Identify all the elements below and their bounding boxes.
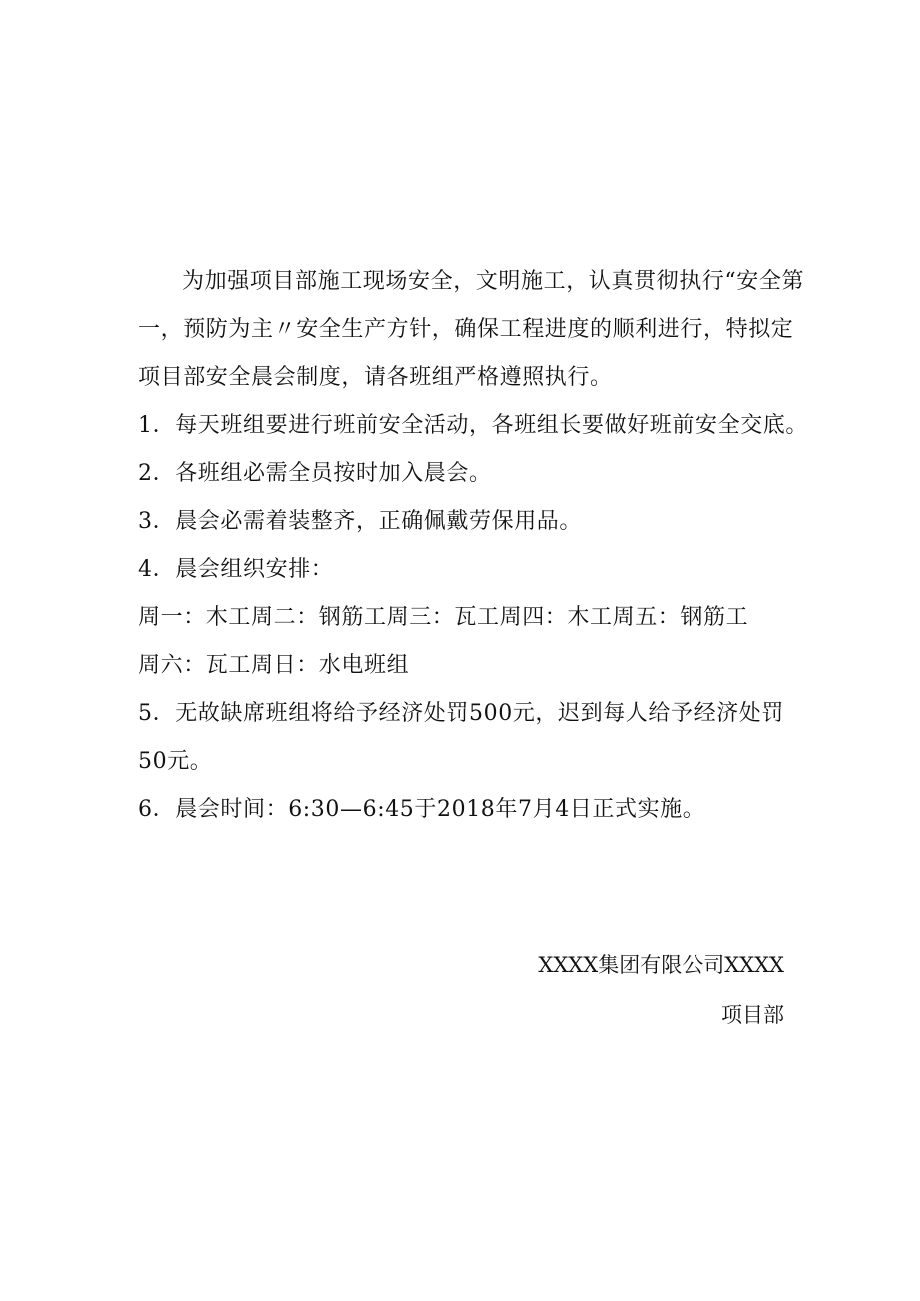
rule-item-6: 6．晨会时间：6:30—6:45于2018年7月4日正式实施。 <box>138 797 706 822</box>
schedule-line-1: 周一：木工周二：钢筋工周三：瓦工周四：木工周五：钢筋工 <box>138 605 749 630</box>
rule-item-1: 1．每天班组要进行班前安全活动，各班组长要做好班前安全交底。 <box>138 413 808 438</box>
signature-block <box>538 940 784 1040</box>
rule-item-4: 4．晨会组织安排： <box>138 557 334 582</box>
rule-item-5: 5．无故缺席班组将给予经济处罚500元，迟到每人给予经济处罚50元。 <box>138 701 784 774</box>
document-body <box>138 258 808 834</box>
rule-item-3: 3．晨会必需着装整齐，正确佩戴劳保用品。 <box>138 509 582 534</box>
schedule-line-2: 周六：瓦工周日：水电班组 <box>138 653 410 678</box>
signature-department: 项目部 <box>721 1003 784 1027</box>
signature-company: XXXX集团有限公司XXXX <box>538 953 784 977</box>
intro-paragraph: 为加强项目部施工现场安全，文明施工，认真贯彻执行“安全第一，预防为主〃安全生产方针，确保工程进度的顺利进行，特拟定项目部安全晨会制度，请各班组严格遵照执行。 <box>138 269 805 390</box>
rule-item-2: 2．各班组必需全员按时加入晨会。 <box>138 461 492 486</box>
